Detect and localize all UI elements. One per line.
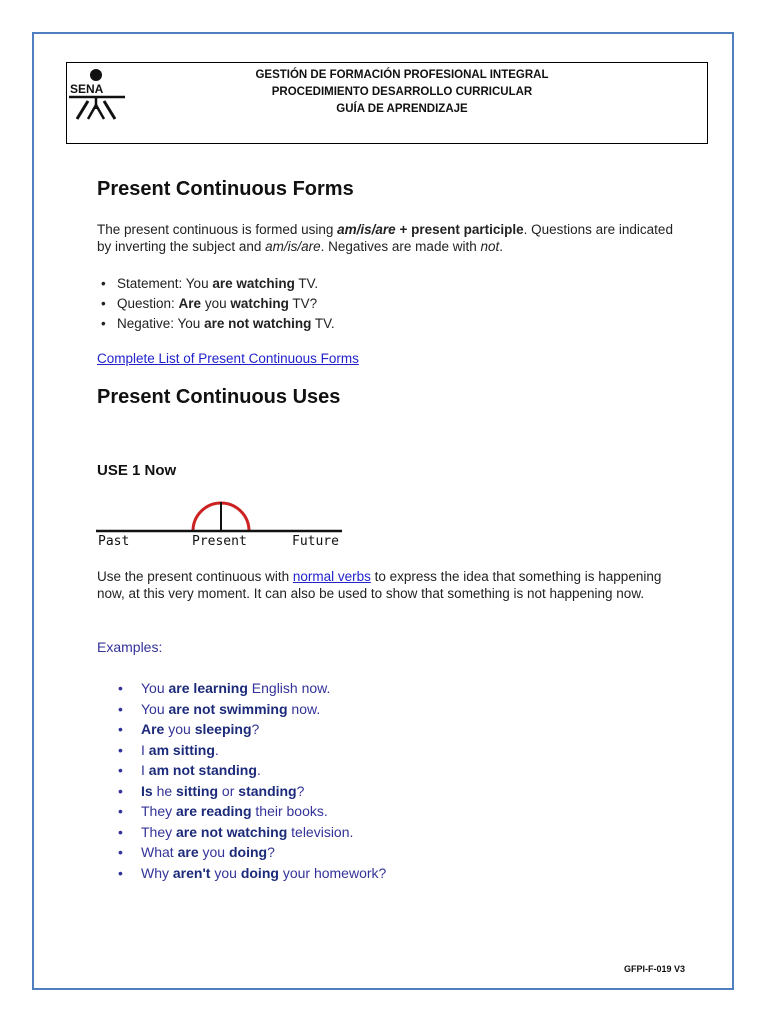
complete-list-link[interactable]: Complete List of Present Continuous Forms [97, 351, 359, 366]
list-item: • Statement: You are watching TV. [97, 274, 335, 294]
normal-verbs-link[interactable]: normal verbs [292, 569, 371, 584]
list-item: • Question: Are you watching TV? [97, 294, 335, 314]
header-line-3: GUÍA DE APRENDIZAJE [336, 103, 468, 115]
example-item: • They are not watching television. [118, 822, 386, 843]
header-line-2: PROCEDIMIENTO DESARROLLO CURRICULAR [271, 86, 533, 98]
example-item: • I am sitting. [118, 740, 386, 761]
form-code: GFPI-F-019 V3 [624, 964, 686, 974]
example-item: • They are reading their books. [118, 801, 386, 822]
example-item: • You are learning English now. [118, 678, 386, 699]
document-header [66, 62, 708, 144]
logo-text: SENA [70, 82, 104, 96]
timeline-diagram [96, 498, 346, 552]
header-line-1: GESTIÓN DE FORMACIÓN PROFESIONAL INTEGRAL [255, 69, 549, 81]
examples-list [118, 678, 386, 883]
example-item: • Why aren't you doing your homework? [118, 863, 386, 884]
uses-heading: Present Continuous Uses [97, 386, 341, 408]
example-item: • What are you doing? [118, 842, 386, 863]
list-item: • Negative: You are not watching TV. [97, 314, 335, 334]
forms-intro: The present continuous is formed using am/is/are + present participle. Questions are indicated by inverting the subject and am/is/are. Negatives are made with not. [97, 222, 673, 254]
examples-label: Examples: [97, 639, 163, 655]
example-item: • Are you sleeping? [118, 719, 386, 740]
use1-description: Use the present continuous with normal verbs to express the idea that something is happening now, at this very moment. It can also be used to show that something is not happening now. [97, 569, 662, 601]
example-item: • You are not swimming now. [118, 699, 386, 720]
forms-bullet-list [97, 274, 335, 334]
timeline-past-label: Past [98, 534, 130, 549]
example-item: • I am not standing. [118, 760, 386, 781]
timeline-present-label: Present [192, 534, 247, 549]
timeline-future-label: Future [292, 534, 339, 549]
forms-heading: Present Continuous Forms [97, 178, 354, 200]
example-item: • Is he sitting or standing? [118, 781, 386, 802]
use1-heading: USE 1 Now [97, 462, 177, 479]
